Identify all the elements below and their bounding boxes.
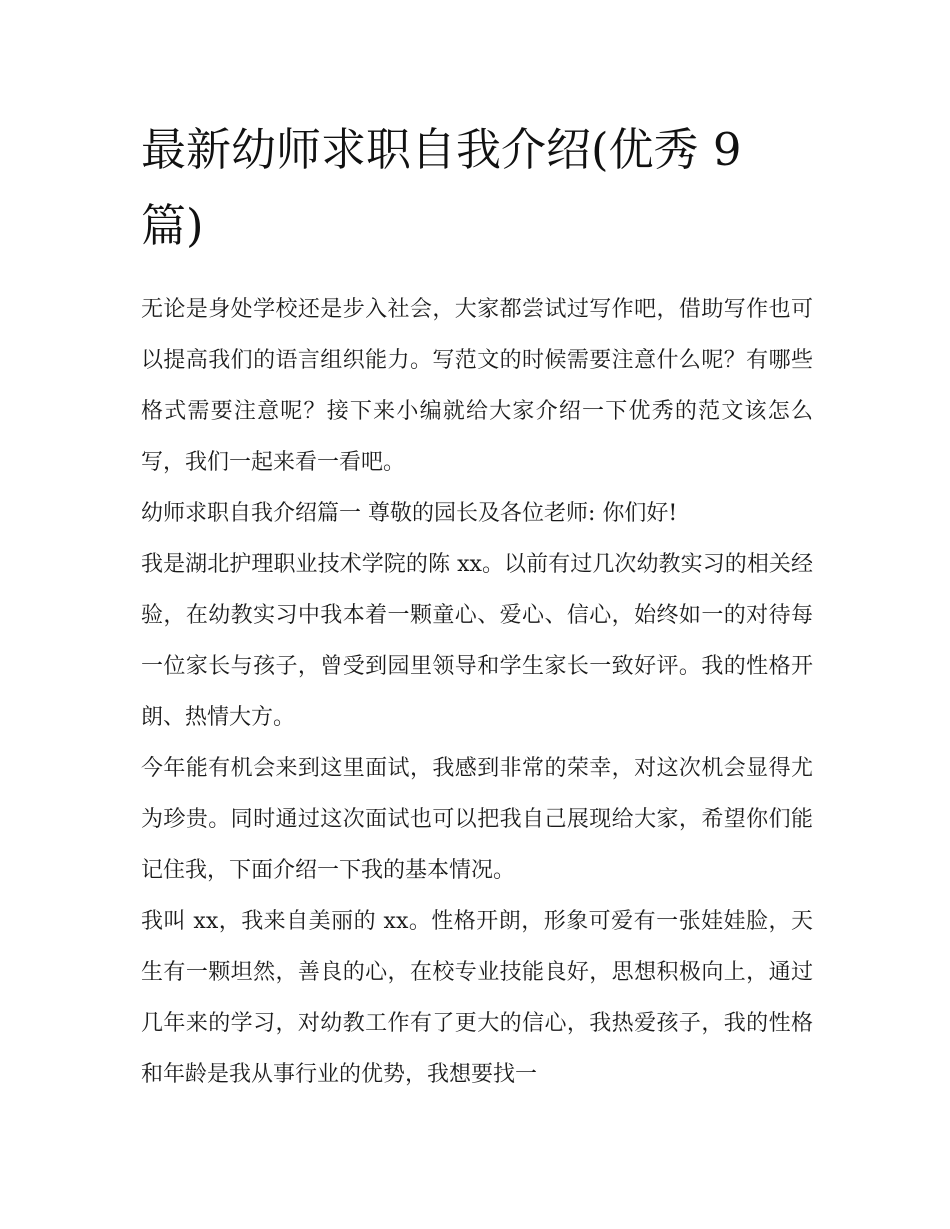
experience-paragraph: 我是湖北护理职业技术学院的陈 xx。以前有过几次幼教实习的相关经验，在幼教实习中我本着一颗童心、爱心、信心，始终如一的对待每一位家长与孩子，曾受到园里领导和学生家长一致好评。我的性格开朗、热情大方。 [141, 552, 813, 730]
self-intro-paragraph: 我叫 xx，我来自美丽的 xx。性格开朗，形象可爱有一张娃娃脸，天生有一颗坦然，善良的心，在校专业技能良好，思想积极向上，通过几年来的学习，对幼教工作有了更大的信心，我热爱孩子，我的性格和年龄是我从事行业的优势，我想要找一 [141, 909, 813, 1087]
interview-paragraph: 今年能有机会来到这里面试，我感到非常的荣幸，对这次机会显得尤为珍贵。同时通过这次面试也可以把我自己展现给大家，希望你们能记住我，下面介绍一下我的基本情况。 [141, 756, 813, 883]
section-heading-paragraph: 幼师求职自我介绍篇一 尊敬的园长及各位老师: 你们好! [141, 501, 678, 526]
document-body [141, 112, 813, 1100]
document-title: 最新幼师求职自我介绍(优秀 9 篇) [141, 123, 742, 252]
intro-paragraph: 无论是身处学校还是步入社会，大家都尝试过写作吧，借助写作也可以提高我们的语言组织能力。写范文的时候需要注意什么呢？有哪些格式需要注意呢？接下来小编就给大家介绍一下优秀的范文该怎么写，我们一起来看一看吧。 [141, 297, 813, 475]
